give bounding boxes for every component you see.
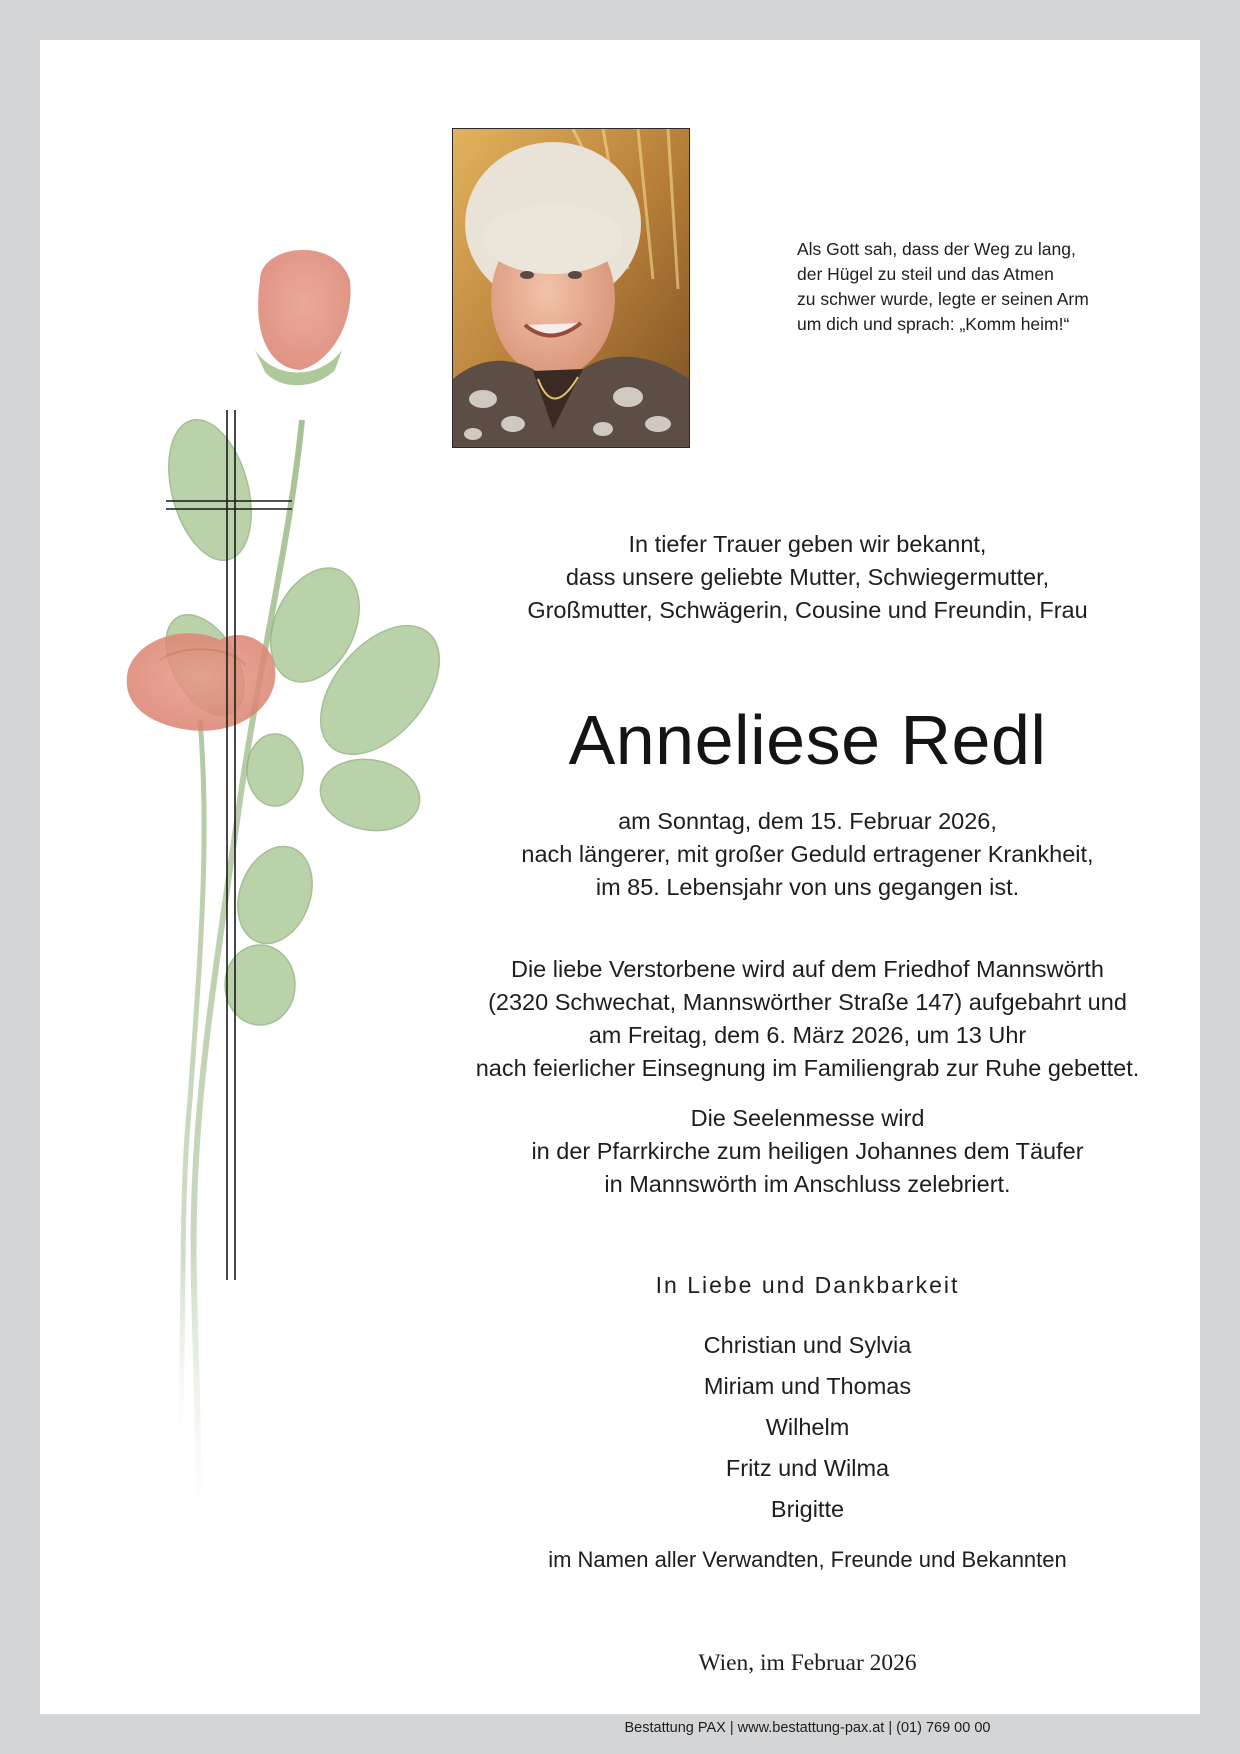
funeral-details [420, 953, 1195, 1085]
requiem-mass [420, 1102, 1195, 1201]
place-date: Wien, im Februar 2026 [698, 1650, 917, 1676]
mass-line: in der Pfarrkirche zum heiligen Johannes dem Täufer [531, 1138, 1084, 1164]
death-line: am Sonntag, dem 15. Februar 2026, [618, 808, 997, 834]
mass-line: Die Seelenmesse wird [690, 1105, 925, 1131]
mourner-name: Miriam und Thomas [703, 1373, 912, 1399]
mass-line: in Mannswörth im Anschluss zelebriert. [604, 1171, 1011, 1197]
closing-phrase: In Liebe und Dankbarkeit [655, 1272, 960, 1298]
quote-line: um dich und sprach: „Komm heim!“ [797, 314, 1070, 334]
quote-line: Als Gott sah, dass der Weg zu lang, [797, 239, 1076, 259]
poem-quote [797, 237, 1137, 337]
funeral-line: nach feierlicher Einsegnung im Familiengrab zur Ruhe gebettet. [475, 1055, 1140, 1081]
death-line: nach längerer, mit großer Geduld ertragener Krankheit, [521, 841, 1094, 867]
portrait-photo [452, 128, 690, 448]
intro-line: Großmutter, Schwägerin, Cousine und Freundin, Frau [527, 597, 1088, 623]
mourner-name: Christian und Sylvia [703, 1332, 912, 1358]
mourners-list [420, 1325, 1195, 1530]
deceased-name: Anneliese Redl [568, 701, 1047, 779]
quote-line: der Hügel zu steil und das Atmen [797, 264, 1054, 284]
death-line: im 85. Lebensjahr von uns gegangen ist. [595, 874, 1020, 900]
funeral-line: Die liebe Verstorbene wird auf dem Friedhof Mannswörth [510, 956, 1105, 982]
mourner-name: Wilhelm [765, 1414, 850, 1440]
funeral-home-footer: Bestattung PAX | www.bestattung-pax.at | (01) 769 00 00 [624, 1720, 991, 1736]
mourner-name: Fritz und Wilma [725, 1455, 890, 1481]
intro-line: dass unsere geliebte Mutter, Schwiegermutter, [565, 564, 1050, 590]
quote-line: zu schwer wurde, legte er seinen Arm [797, 289, 1089, 309]
intro-line: In tiefer Trauer geben wir bekannt, [628, 531, 987, 557]
death-notice [420, 805, 1195, 904]
announcement-intro [420, 528, 1195, 627]
funeral-line: (2320 Schwechat, Mannswörther Straße 147) aufgebahrt und [488, 989, 1127, 1015]
obituary-card [40, 40, 1200, 1736]
cross-icon [40, 40, 440, 1280]
on-behalf-line: im Namen aller Verwandten, Freunde und Bekannten [548, 1547, 1067, 1572]
mourner-name: Brigitte [770, 1496, 845, 1522]
funeral-line: am Freitag, dem 6. März 2026, um 13 Uhr [588, 1022, 1027, 1048]
